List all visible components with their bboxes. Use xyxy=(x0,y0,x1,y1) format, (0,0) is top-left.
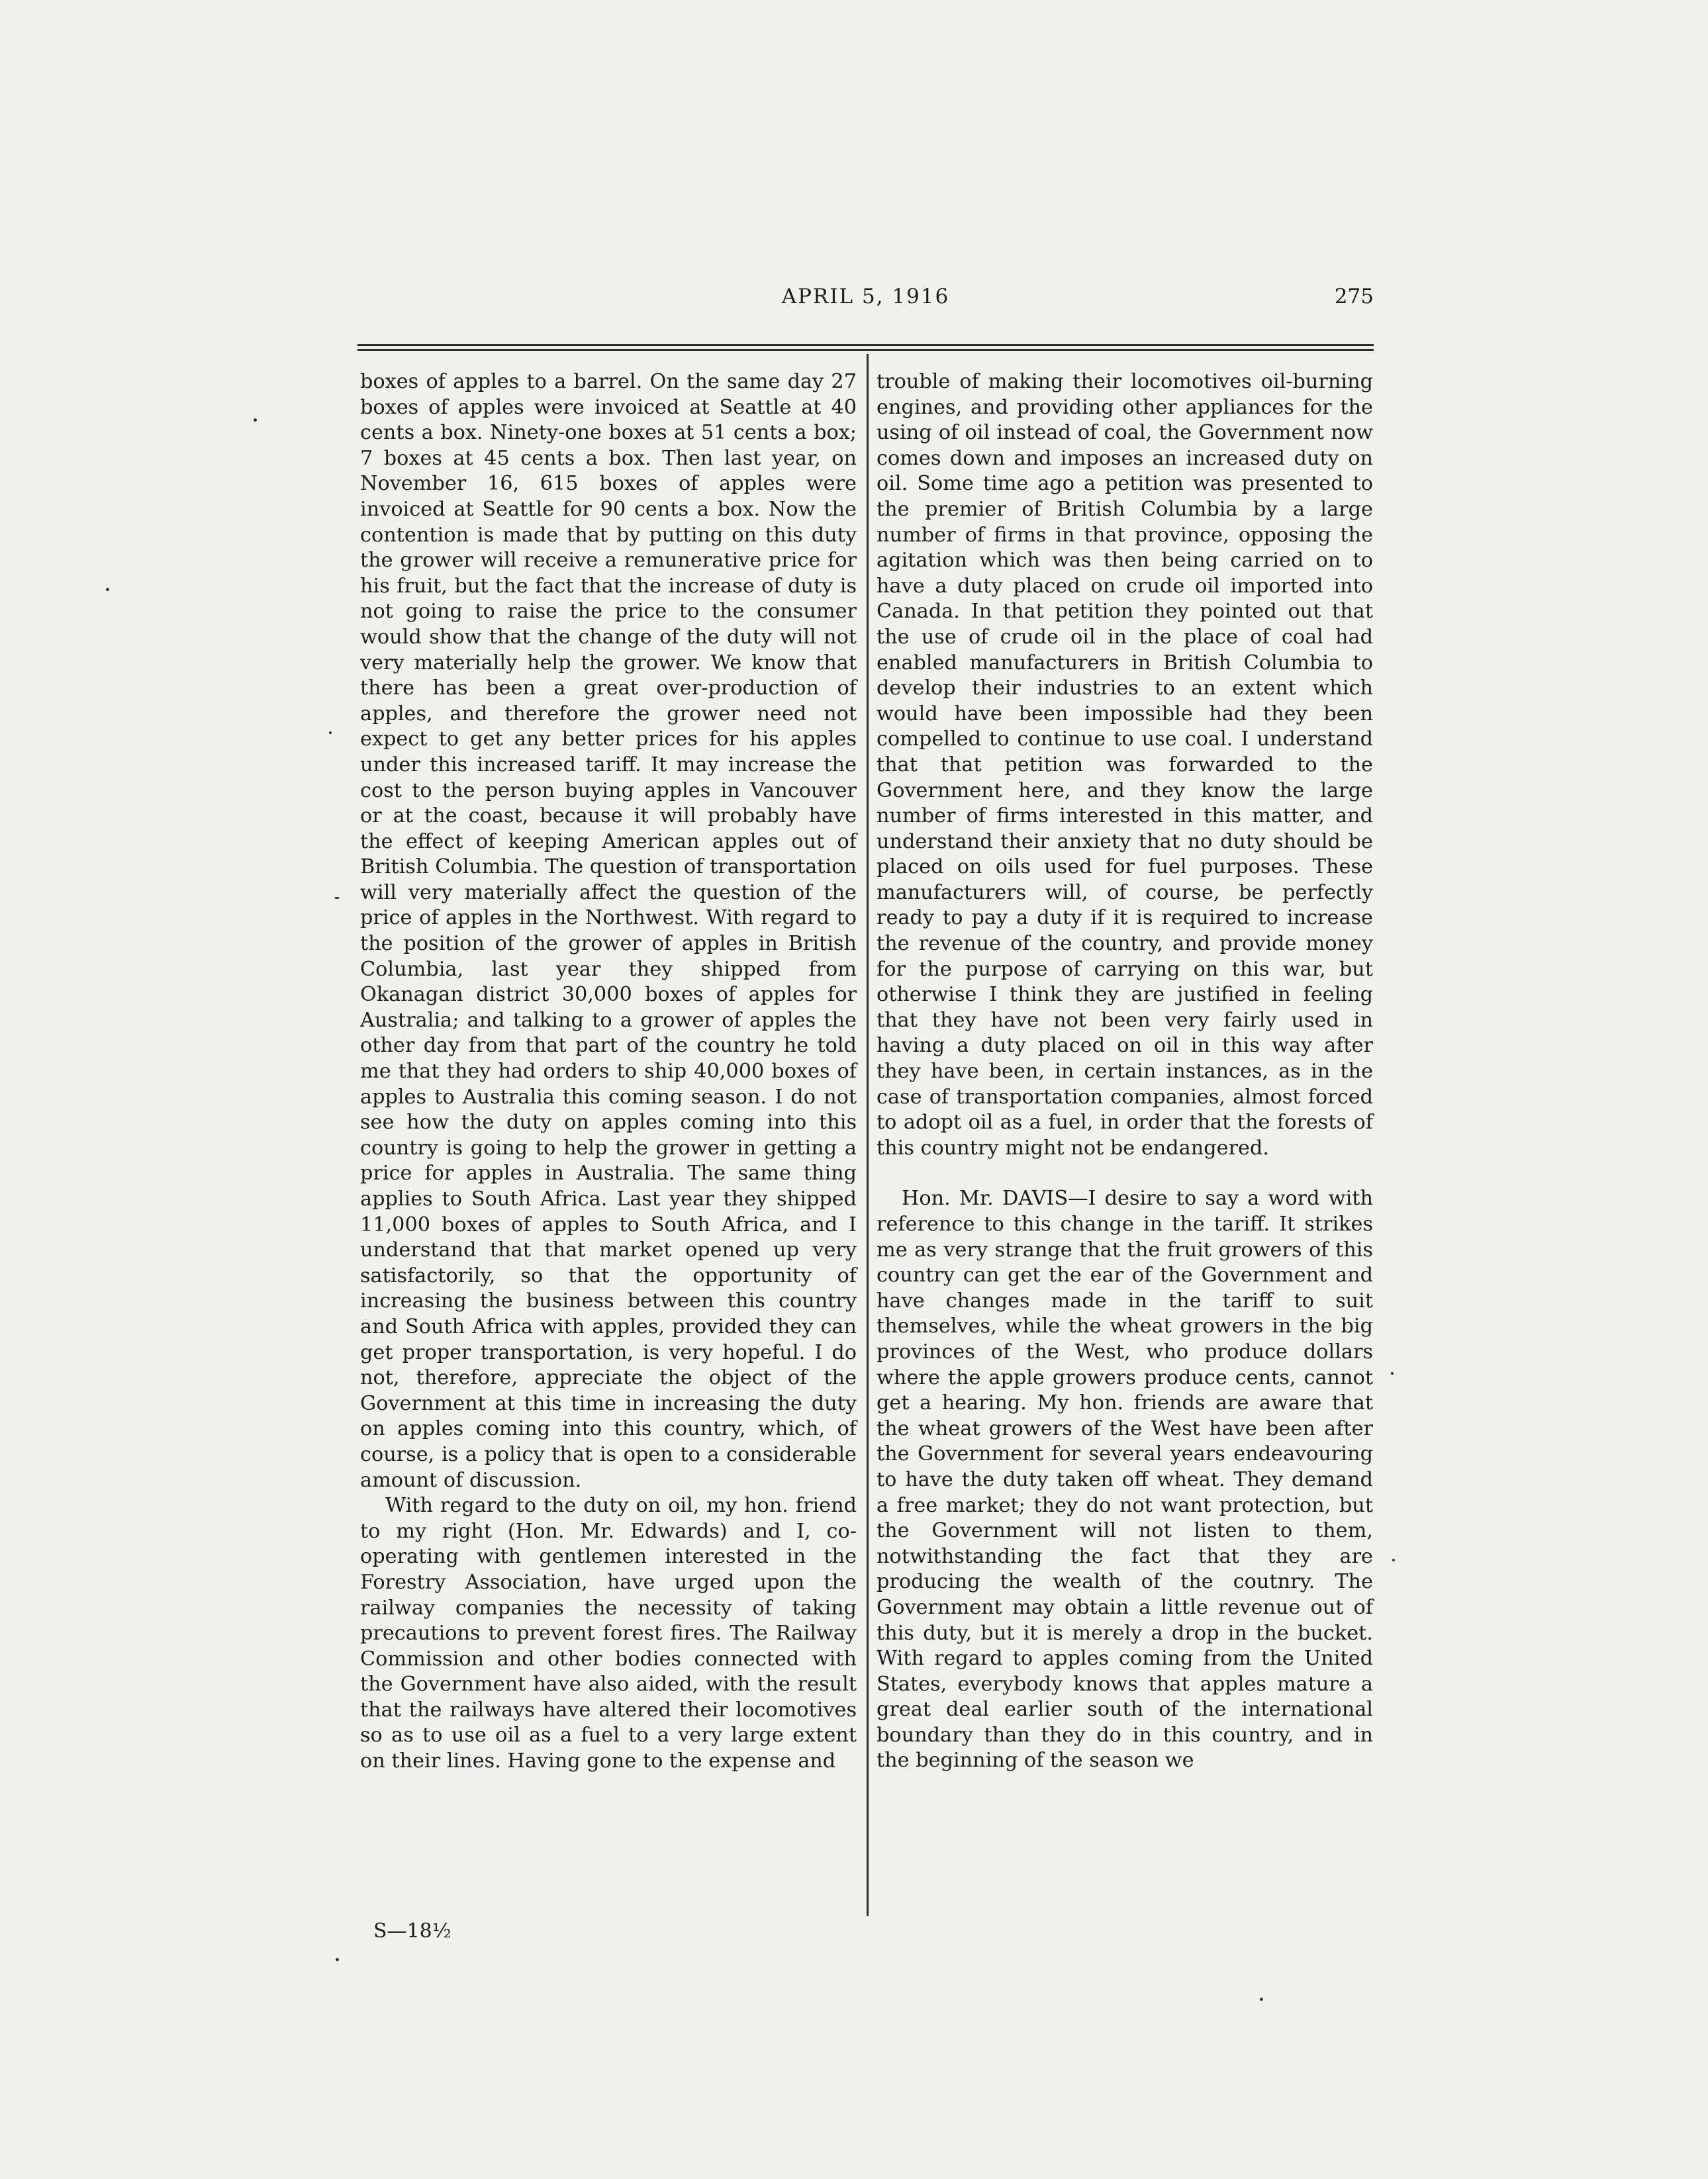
left-paragraph-2: With regard to the duty on oil, my hon. friend to my right (Hon. Mr. Edwards) and I, co-operating with gentlemen interested in the Forestry Association, have urged upon the railway companies the necessity of taking precautions to prevent forest fires. The Railway Commission and other bodies connected with the Government have also aided, with the result that the railways have altered their locomotives so as to use oil as a fuel to a very large extent on their lines. Having gone to the expense and xyxy=(360,1494,857,1773)
right-column xyxy=(877,369,1373,1774)
right-paragraph-2: Hon. Mr. DAVIS—I desire to say a word with reference to this change in the tariff. It strikes me as very strange that the fruit growers of this country can get the ear of the Government and have changes made in the tariff to suit themselves, while the wheat growers in the big provinces of the West, who produce dollars where the apple growers produce cents, cannot get a hearing. My hon. friends are aware that the wheat growers of the West have been after the Government for several years endeavouring to have the duty taken off wheat. They demand a free market; they do not want protection, but the Government will not listen to them, notwithstanding the fact that they are producing the wealth of the coutnry. The Government may obtain a little revenue out of this duty, but it is merely a drop in the bucket. With regard to apples coming from the United States, everybody knows that apples mature a great deal earlier south of the international boundary than they do in this country, and in the beginning of the season we xyxy=(877,1187,1373,1773)
scan-speck xyxy=(329,731,332,734)
header-double-rule xyxy=(357,344,1374,351)
scan-speck xyxy=(1391,1372,1394,1375)
scan-speck xyxy=(336,1958,339,1961)
scan-speck xyxy=(1260,1998,1263,2001)
scan-speck xyxy=(106,588,109,591)
right-paragraph-1: trouble of making their locomotives oil-burning engines, and providing other appliances for the using of oil instead of coal, the Government now comes down and imposes an increased duty on oil. Some time ago a petition was presented to the premier of British Columbia by a large number of firms in that province, opposing the agitation which was then being carried on to have a duty placed on crude oil imported into Canada. In that petition they pointed out that the use of crude oil in the place of coal had enabled manufacturers in British Columbia to develop their industries to an extent which would have been impossible had they been compelled to continue to use coal. I understand that that petition was forwarded to the Government here, and they know the large number of firms interested in this matter, and understand their anxiety that no duty should be placed on oils used for fuel purposes. These manufacturers will, of course, be perfectly ready to pay a duty if it is required to increase the revenue of the country, and provide money for the purpose of carrying on this war, but otherwise I think they are justified in feeling that they have not been very fairly used in having a duty placed on oil in this way after they have been, in certain instances, as in the case of transportation companies, almost forced to adopt oil as a fuel, in order that the forests of this country might not be endangered. xyxy=(877,370,1373,1160)
scan-speck xyxy=(254,418,257,422)
header-date: APRIL 5, 1916 xyxy=(781,285,950,308)
page-number: 275 xyxy=(1334,285,1374,308)
column-divider xyxy=(867,354,869,1916)
signature-mark: S—18½ xyxy=(373,1920,451,1943)
page-header xyxy=(357,285,1374,324)
left-paragraph-1: boxes of apples to a barrel. On the same day 27 boxes of apples were invoiced at Seattle at 40 cents a box. Ninety-one boxes at 51 cents a box; 7 boxes at 45 cents a box. Then last year, on November 16, 615 boxes of apples were invoiced at Seattle for 90 cents a box. Now the contention is made that by putting on this duty the grower will receive a remunerative price for his fruit, but the fact that the increase of duty is not going to raise the price to the consumer would show that the change of the duty will not very materially help the grower. We know that there has been a great over-production of apples, and therefore the grower need not expect to get any better prices for his apples under this increased tariff. It may increase the cost to the person buying apples in Vancouver or at the coast, because it will probably have the effect of keeping American apples out of British Columbia. The question of transportation will very materially affect the question of the price of apples in the Northwest. With regard to the position of the grower of apples in British Columbia, last year they shipped from Okanagan district 30,000 boxes of apples for Australia; and talking to a grower of apples the other day from that part of the country he told me that they had orders to ship 40,000 boxes of apples to Australia this coming season. I do not see how the duty on apples coming into this country is going to help the grower in getting a price for apples in Australia. The same thing applies to South Africa. Last year they shipped 11,000 boxes of apples to South Africa, and I understand that that market opened up very satisfactorily, so that the opportunity of increasing the business between this country and South Africa with apples, provided they can get proper transportation, is very hopeful. I do not, therefore, appreciate the object of the Government at this time in increasing the duty on apples coming into this country, which, of course, is a policy that is open to a considerable amount of discussion. xyxy=(360,370,857,1492)
scan-speck xyxy=(1392,1559,1395,1561)
left-column xyxy=(360,369,857,1775)
scan-speck xyxy=(334,897,340,899)
